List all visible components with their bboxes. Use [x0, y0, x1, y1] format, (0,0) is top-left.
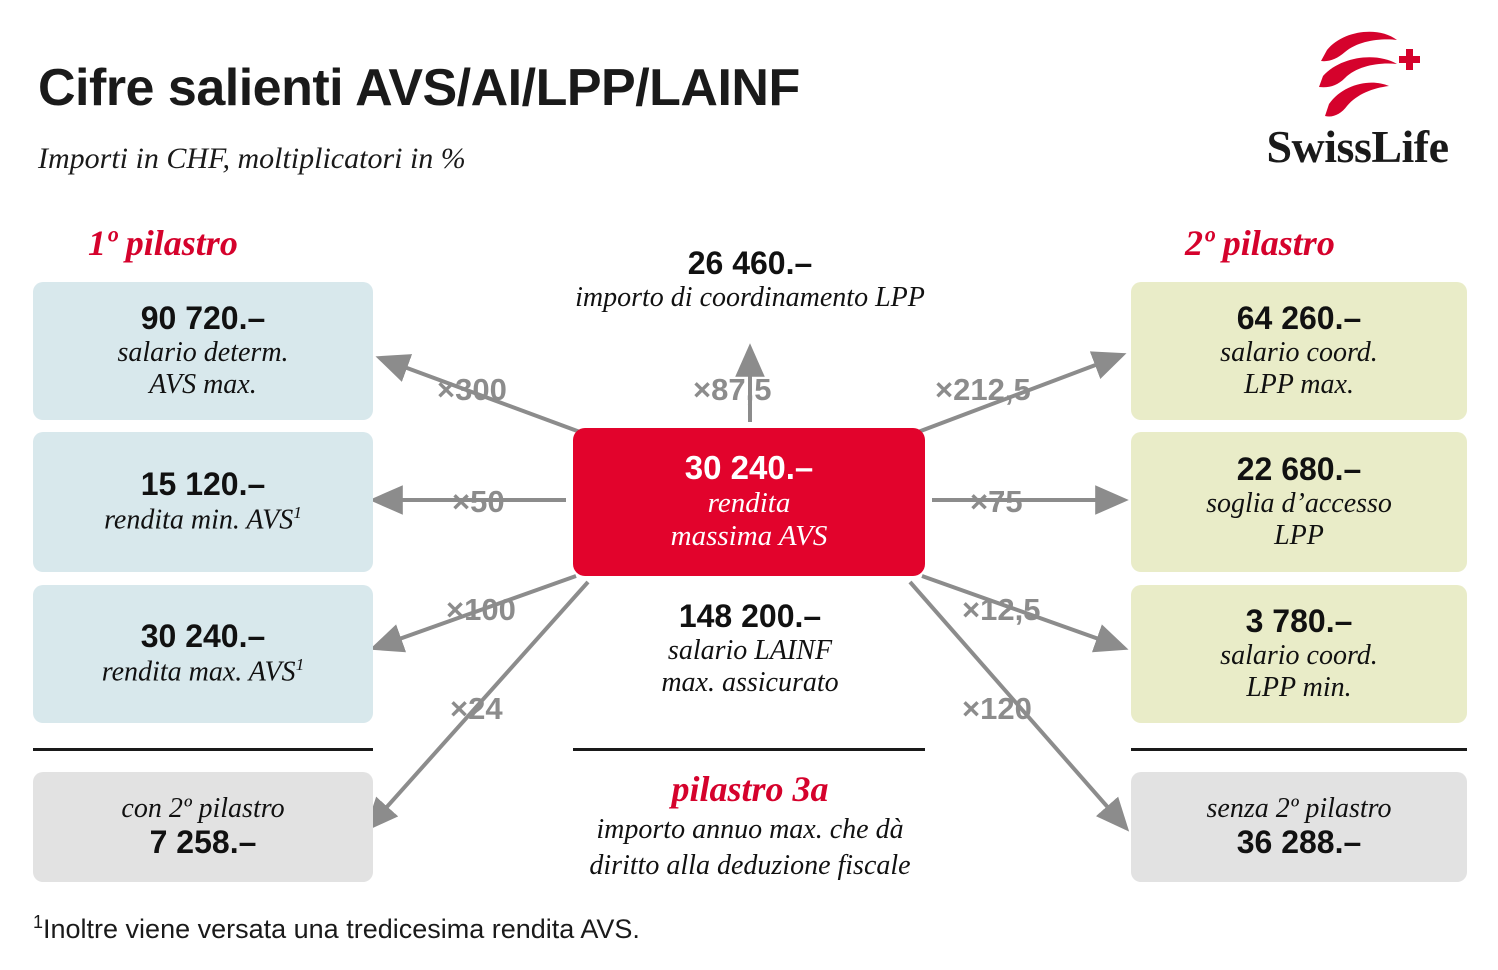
box-rendita-massima-avs: [33, 585, 373, 723]
footnote-text: Inoltre viene versata una tredicesima rendita AVS.: [43, 914, 640, 944]
pillar-3a-heading: pilastro 3a: [671, 769, 829, 809]
divider-left: [33, 748, 373, 751]
box-label-line1: salario coord.: [1220, 337, 1378, 368]
box-con-secondo-pilastro: [33, 772, 373, 882]
center-label-line1: rendita: [707, 487, 791, 520]
box-amount: 90 720.–: [140, 300, 266, 337]
box-rendita-minima-avs: [33, 432, 373, 572]
box-label-line2: LPP max.: [1244, 368, 1354, 400]
center-amount: 30 240.–: [684, 449, 814, 487]
block-salario-lainf-max-assicurato: [560, 598, 940, 700]
swisslife-logo-icon: [1313, 28, 1423, 123]
footnote-marker: 1: [33, 912, 44, 932]
center-label-line2: massima AVS: [670, 520, 828, 553]
box-amount: 30 240.–: [140, 618, 266, 655]
box-label-line1: rendita max. AVS$^1$: [101, 655, 305, 688]
footnote: [33, 912, 640, 945]
multiplier-to-rendita-max: ×100: [446, 592, 516, 627]
block-label: importo di coordinamento LPP: [575, 281, 925, 313]
box-salario-determinante-avs-max: [33, 282, 373, 420]
box-rendita-massima-avs-center: [573, 428, 925, 576]
box-amount: 7 258.–: [149, 824, 257, 861]
block-pilastro-3a: [470, 770, 1030, 883]
multiplier-to-salario-coord-min: ×12,5: [962, 592, 1041, 627]
multiplier-to-rendita-min: ×50: [452, 484, 505, 519]
box-label-line1: con 2º pilastro: [121, 793, 285, 825]
box-label-line1: rendita min. AVS$^1$: [104, 503, 302, 536]
pillar-2-heading: 2º pilastro: [1185, 223, 1335, 263]
box-label-line1: salario coord.: [1220, 640, 1378, 671]
box-amount: 3 780.–: [1245, 603, 1353, 640]
block-label-line1: salario LAINF: [667, 634, 833, 666]
multiplier-to-salario-coord-max: ×212,5: [935, 372, 1031, 407]
box-senza-secondo-pilastro: [1131, 772, 1467, 882]
box-label-line1: salario determ.: [117, 337, 289, 368]
block-importo-coordinamento-lpp: [450, 245, 1050, 314]
divider-center: [573, 748, 925, 751]
box-amount: 15 120.–: [140, 466, 266, 503]
block-amount: 26 460.–: [687, 245, 813, 281]
block-amount: 148 200.–: [678, 598, 822, 634]
multiplier-to-soglia-accesso: ×75: [970, 484, 1023, 519]
box-salario-coordinato-lpp-max: [1131, 282, 1467, 420]
multiplier-to-coordinamento: ×87,5: [693, 372, 772, 407]
pillar-1-heading: 1º pilastro: [88, 223, 238, 263]
multiplier-to-con-secondo-pilastro: ×24: [450, 691, 503, 726]
multiplier-to-salario-determ: ×300: [437, 372, 507, 407]
box-amount: 36 288.–: [1236, 824, 1362, 861]
box-label-line1: senza 2º pilastro: [1206, 793, 1392, 825]
pillar-3a-text-line1: importo annuo max. che dà: [596, 813, 904, 845]
footnote-marker: 1: [293, 503, 302, 523]
footnote-marker: 1: [295, 655, 305, 675]
block-label-line2: max. assicurato: [661, 667, 839, 699]
page-title: Cifre salienti AVS/AI/LPP/LAINF: [38, 59, 800, 117]
multiplier-to-senza-secondo-pilastro: ×120: [962, 691, 1032, 726]
divider-right: [1131, 748, 1467, 751]
brand-name: SwissLife: [1266, 121, 1449, 172]
brand-logo: [1245, 28, 1470, 188]
box-label-line1: soglia d’accesso: [1206, 488, 1392, 519]
box-amount: 22 680.–: [1236, 451, 1362, 488]
box-amount: 64 260.–: [1236, 300, 1362, 337]
box-salario-coordinato-lpp-min: [1131, 585, 1467, 723]
box-label-line2: LPP: [1274, 519, 1324, 551]
box-soglia-accesso-lpp: [1131, 432, 1467, 572]
pillar-3a-text-line2: diritto alla deduzione fiscale: [589, 850, 911, 882]
box-label-line2: LPP min.: [1246, 671, 1352, 703]
page-subtitle: Importi in CHF, moltiplicatori in %: [38, 142, 466, 175]
box-label-line2: AVS max.: [149, 368, 257, 400]
